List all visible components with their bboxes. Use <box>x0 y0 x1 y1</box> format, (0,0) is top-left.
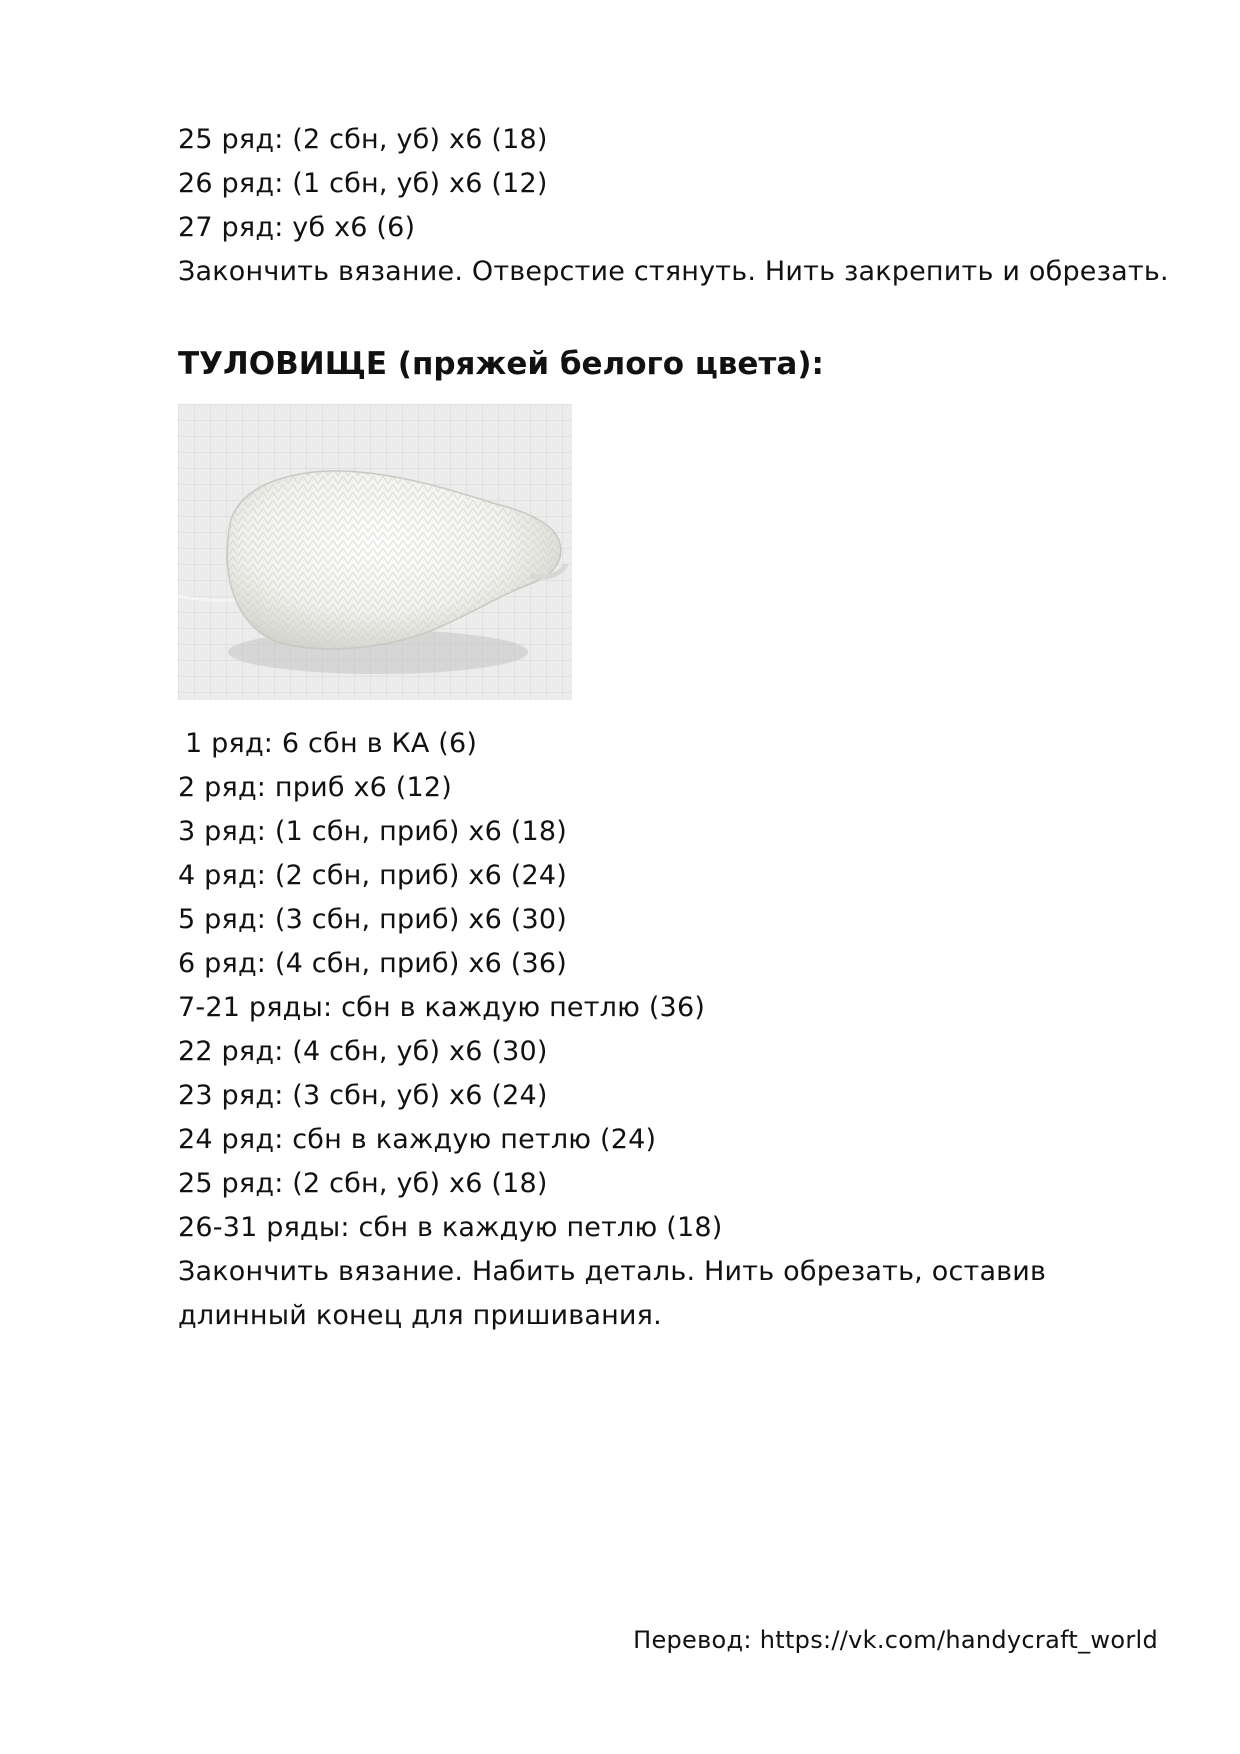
finish-instruction: Закончить вязание. Набить деталь. Нить обрезать, оставив длинный конец для пришивания. <box>178 1256 1047 1331</box>
previous-section-rows <box>178 118 1168 294</box>
crochet-body-photo-icon <box>178 404 572 700</box>
pattern-row: 22 ряд: (4 сбн, уб) х6 (30) <box>178 1036 548 1067</box>
translation-credit: Перевод: https://vk.com/handycraft_world <box>633 1626 1158 1654</box>
pattern-instruction: Закончить вязание. Отверстие стянуть. Нить закрепить и обрезать. <box>178 256 1169 287</box>
pattern-row: 27 ряд: уб х6 (6) <box>178 212 416 243</box>
pattern-row: 26 ряд: (1 сбн, уб) х6 (12) <box>178 168 548 199</box>
pattern-row: 6 ряд: (4 сбн, приб) х6 (36) <box>178 948 567 979</box>
pattern-row: 5 ряд: (3 сбн, приб) х6 (30) <box>178 904 567 935</box>
pattern-row: 3 ряд: (1 сбн, приб) х6 (18) <box>178 816 567 847</box>
pattern-row: 24 ряд: сбн в каждую петлю (24) <box>178 1124 657 1155</box>
pattern-row: 2 ряд: приб х6 (12) <box>178 772 453 803</box>
pattern-row: 4 ряд: (2 сбн, приб) х6 (24) <box>178 860 567 891</box>
pattern-row: 23 ряд: (3 сбн, уб) х6 (24) <box>178 1080 548 1111</box>
pattern-row: 1 ряд: 6 сбн в КА (6) <box>185 728 478 759</box>
pattern-row: 7-21 ряды: сбн в каждую петлю (36) <box>178 992 706 1023</box>
pattern-row: 25 ряд: (2 сбн, уб) х6 (18) <box>178 124 548 155</box>
pattern-row: 25 ряд: (2 сбн, уб) х6 (18) <box>178 1168 548 1199</box>
section-heading: ТУЛОВИЩЕ (пряжей белого цвета): <box>178 346 824 382</box>
body-pattern-rows <box>178 722 1168 1338</box>
pattern-row: 26-31 ряды: сбн в каждую петлю (18) <box>178 1212 723 1243</box>
